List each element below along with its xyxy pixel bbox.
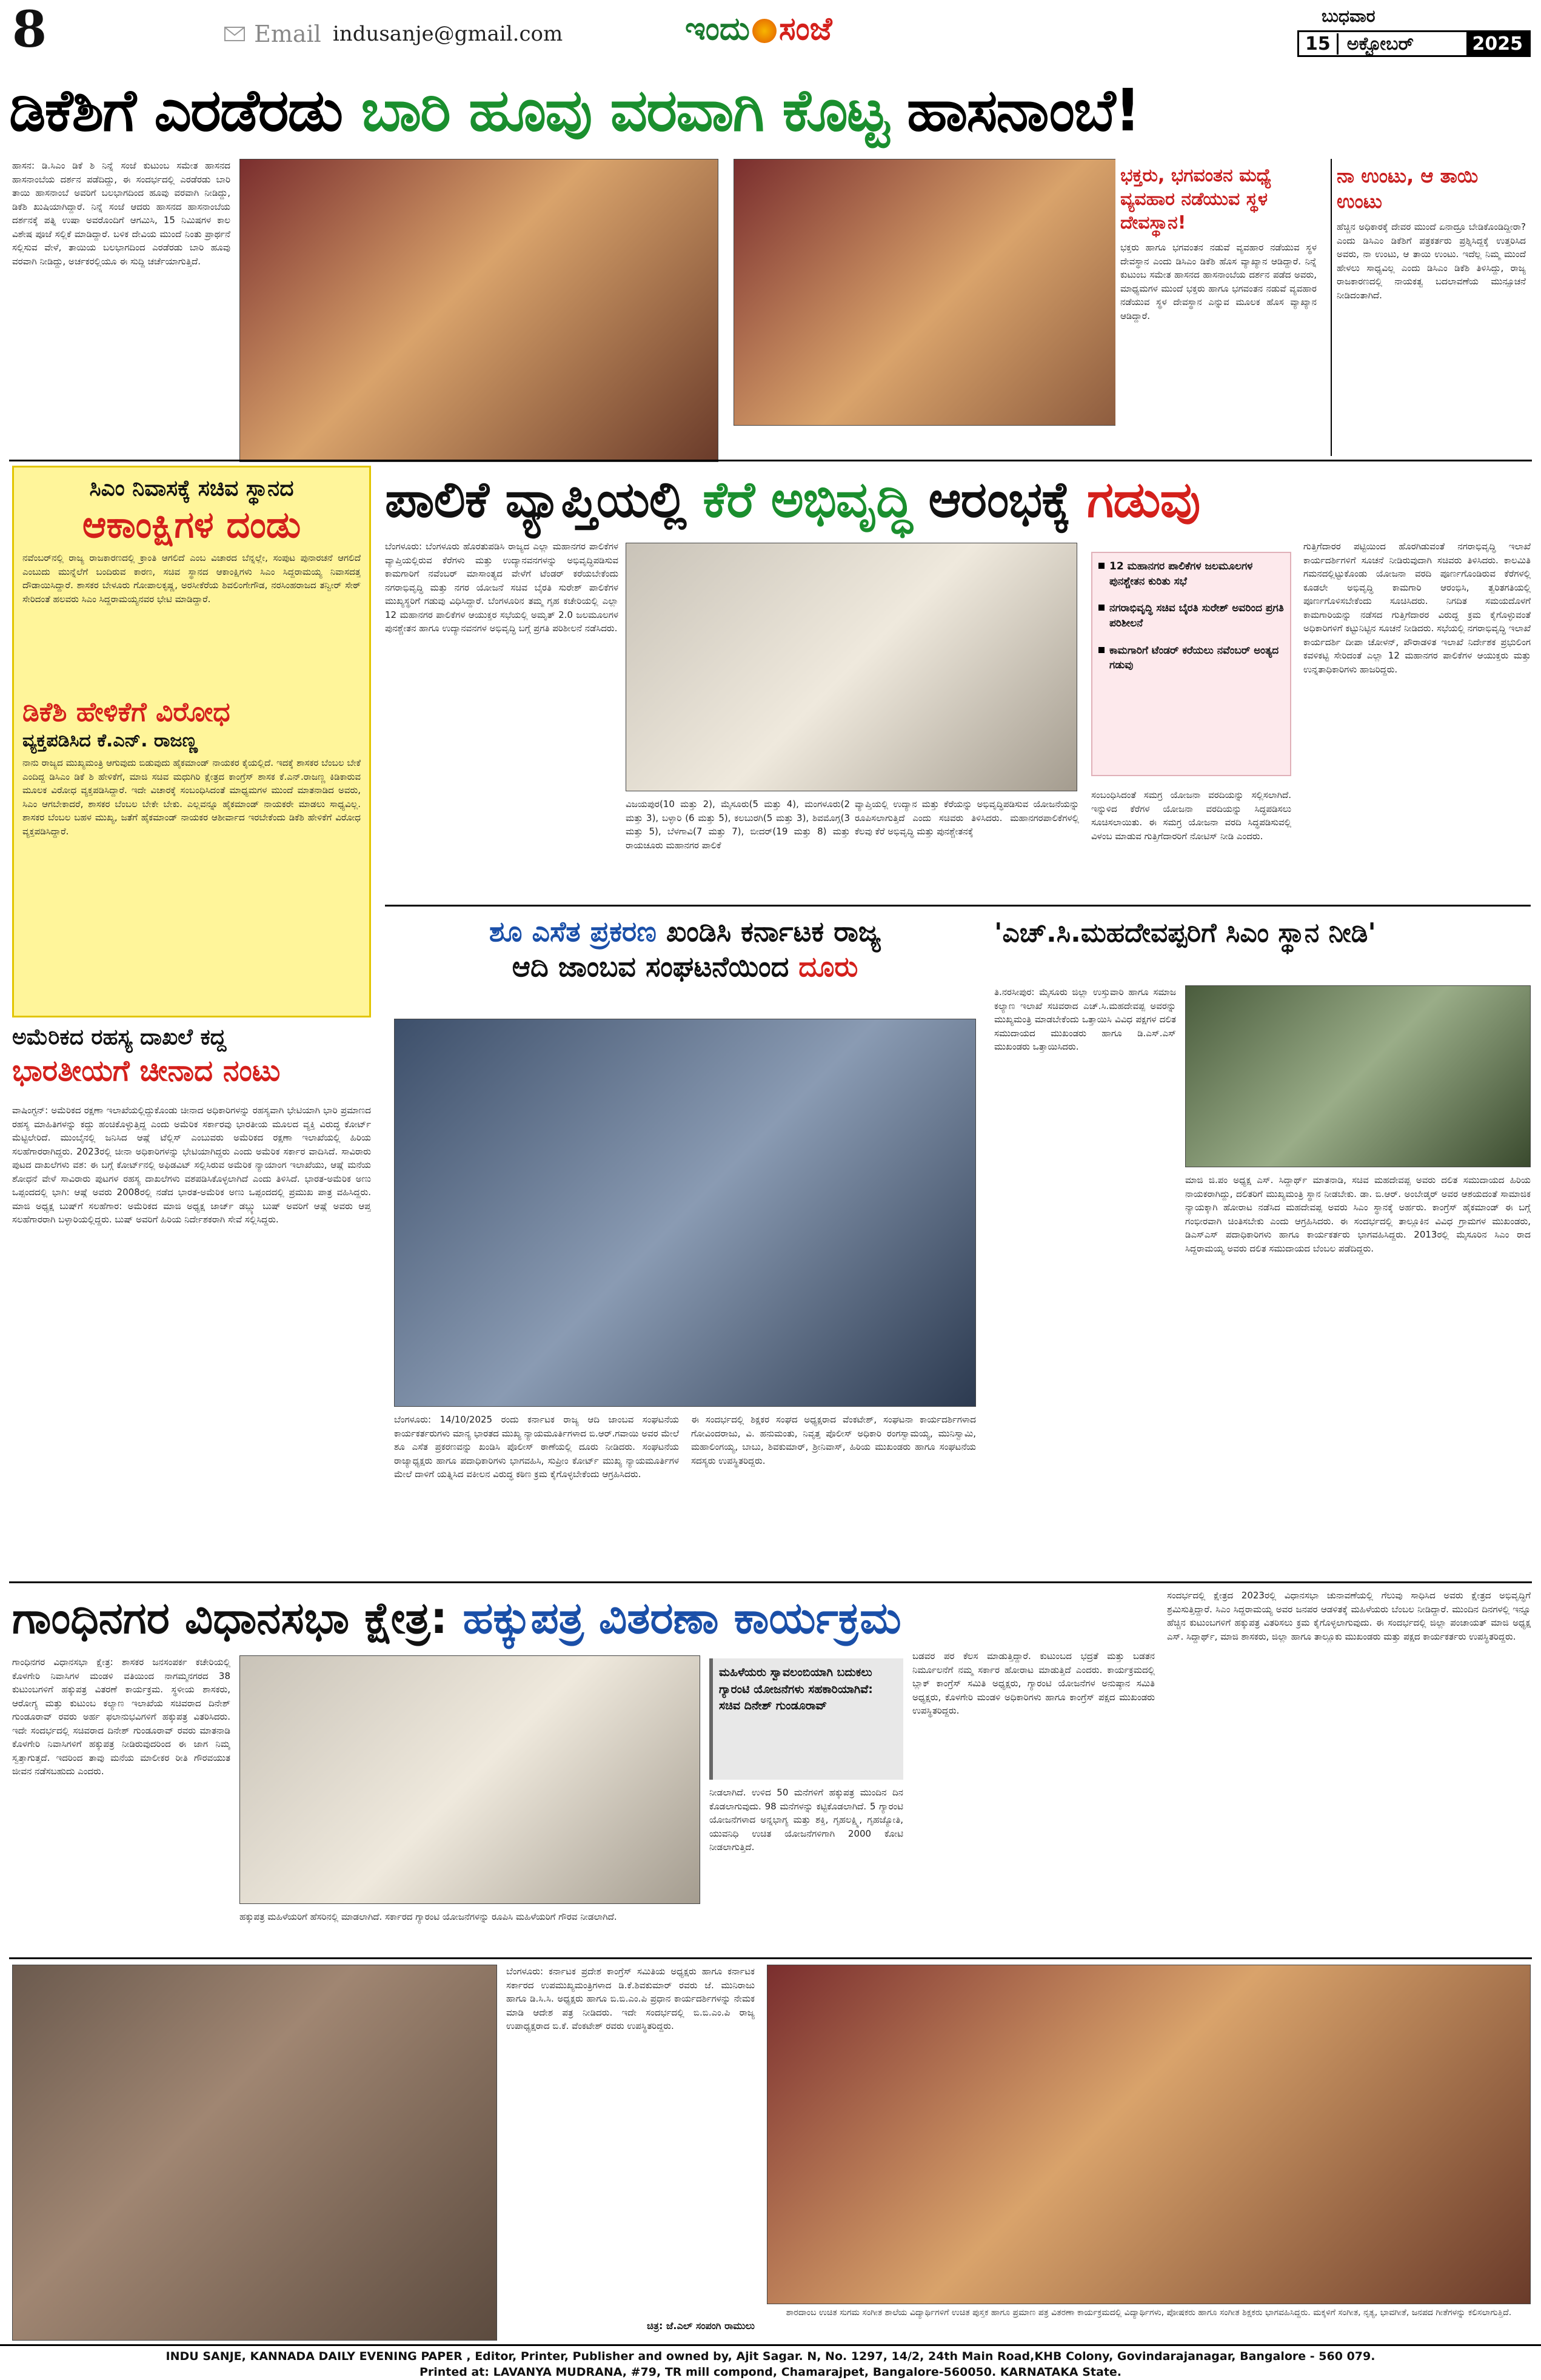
shoe-body1: ಬೆಂಗಳೂರು: 14/10/2025 ರಂದು ಕರ್ನಾಟಕ ರಾಜ್ಯ ಆದಿ ಜಾಂಬವ ಸಂಘಟನೆಯ ಕಾರ್ಯಕರ್ತರುಗಳು ಮಾನ್ಯ ಭಾರತದ ಮುಖ್ಯ ನ್ಯಾಯಮೂರ್ತಿಗಳಾದ ಬಿ.ಆರ್.ಗವಾಯಿ ಅವರ ಮೇಲೆ ಶೂ ಎಸೆತ ಪ್ರಕರಣವನ್ನು ಖಂಡಿಸಿ ಪೊಲೀಸ್ ಠಾಣೆಯಲ್ಲಿ ದೂರು ನೀಡಿದರು. ಸಂಘಟನೆಯ ರಾಜ್ಯಾಧ್ಯಕ್ಷರು ಹಾಗೂ ಪದಾಧಿಕಾರಿಗಳು ಭಾಗವಹಿಸಿ, ಸುಪ್ರೀಂ ಕೋರ್ಟ್ ಮುಖ್ಯ ನ್ಯಾಯಮೂರ್ತಿಗಳ ಮೇಲೆ ದಾಳಿಗೆ ಯತ್ನಿಸಿದ ವಕೀಲನ ವಿರುದ್ಧ ಕಠಿಣ ಕ್ರಮ ಕೈಗೊಳ್ಳಬೇಕೆಂದು ಆಗ್ರಹಿಸಿದರು. [394,1414,679,1480]
gandhi-body4: ಸಂದರ್ಭದಲ್ಲಿ ಕ್ಷೇತ್ರದ 2023ರಲ್ಲಿ ವಿಧಾನಸಭಾ ಚುನಾವಣೆಯಲ್ಲಿ ಗೆಲುವು ಸಾಧಿಸಿದ ಅವರು ಕ್ಷೇತ್ರದ ಅಭಿವೃದ್ಧಿಗೆ ಶ್ರಮಿಸುತ್ತಿದ್ದಾರೆ. ಸಿಎಂ ಸಿದ್ದರಾಮಯ್ಯ ಅವರ ಜನಪರ ಆಡಳಿತಕ್ಕೆ ಮಹಿಳೆಯರು ಬೆಂಬಲ ನೀಡಿದ್ದಾರೆ. ಮುಂದಿನ ದಿನಗಳಲ್ಲಿ ಇನ್ನೂ ಹೆಚ್ಚಿನ ಕುಟುಂಬಗಳಿಗೆ ಹಕ್ಕುಪತ್ರ ವಿತರಿಸಲು ಕ್ರಮ ಕೈಗೊಳ್ಳಲಾಗುವುದು. ಈ ಸಂದರ್ಭದಲ್ಲಿ ಜಿಲ್ಲಾ ಪಂಚಾಯತ್ ಮಾಜಿ ಅಧ್ಯಕ್ಷ ಎಸ್. ಸಿದ್ದಾರ್ಥ್, ಮಾಜಿ ಶಾಸಕರು, ಜಿಲ್ಲಾ ಹಾಗೂ ತಾಲ್ಲೂಕು ಮುಖಂಡರು ಮತ್ತು ಪಕ್ಷದ ಕಾರ್ಯಕರ್ತರು ಉಪಸ್ಥಿತರಿದ್ದರು. [1167,1590,1531,1642]
weekday: ಬುಧವಾರ [1322,6,1376,26]
divider-2 [385,905,1531,907]
palike-headline-b: ಕೆರೆ ಅಭಿವೃದ್ಧಿ [703,471,912,529]
hc-headline: 'ಎಚ್.ಸಿ.ಮಹದೇವಪ್ಪರಿಗೆ ಸಿಎಂ ಸ್ಥಾನ ನೀಡಿ' [994,917,1376,948]
shoe-body2: ಈ ಸಂದರ್ಭದಲ್ಲಿ ಶಿಕ್ಷಕರ ಸಂಘದ ಅಧ್ಯಕ್ಷರಾದ ವೆಂಕಟೇಶ್, ಸಂಘಟನಾ ಕಾರ್ಯದರ್ಶಿಗಳಾದ ಗೋವಿಂದರಾಜು, ವಿ. ಹನುಮಂತು, ನಿವೃತ್ತ ಪೊಲೀಸ್ ಅಧಿಕಾರಿ ರಂಗಸ್ವಾಮಯ್ಯ, ಮುನಿಸ್ವಾಮಿ, ಮಹಾಲಿಂಗಯ್ಯ, ಬಾಬು, ಶಿವಕುಮಾರ್, ಶ್ರೀನಿವಾಸ್, ಹಿರಿಯ ಮುಖಂಡರು ಹಾಗೂ ಸಂಘಟನೆಯ ಸದಸ್ಯರು ಉಪಸ್ಥಿತರಿದ್ದರು. [691,1414,976,1466]
lead-headline-b: ಬಾರಿ ಹೂವು ವರವಾಗಿ ಕೊಟ್ಟ [361,76,888,144]
shoe-headline-a: ಶೂ ಎಸೆತ ಪ್ರಕರಣ [489,915,657,948]
america-title1: ಅಮೆರಿಕದ ರಹಸ್ಯ ದಾಖಲೆ ಕದ್ದ [12,1025,227,1050]
palike-headline-d: ಗಡುವು [1086,471,1200,529]
bottom-credit: ಚಿತ್ರ: ಜೆ.ಎಲ್ ಸಂಪಂಗಿ ರಾಮುಲು [647,2320,755,2331]
gandhi-headline-a: ಗಾಂಧಿನಗರ ವಿಧಾನಸಭಾ ಕ್ಷೇತ್ರ: [12,1592,463,1643]
yellow-box [12,466,371,1017]
sun-icon [752,19,777,43]
bullet-item: ನಗರಾಭಿವೃದ್ಧಿ ಸಚಿವ ಬೈರತಿ ಸುರೇಶ್ ಅವರಿಂದ ಪ್ರಗತಿ ಪರಿಶೀಲನೆ [1098,601,1284,631]
palike-body2: ವಿಜಯಪುರ(10 ಮತ್ತು 2), ಮೈಸೂರು(5 ಮತ್ತು 4), ಮಂಗಳೂರು(2 ಮತ್ತು 3), ಬಳ್ಳಾರಿ (6 ಮತ್ತು 5), ಕಲಬುರಗಿ(5 ಮತ್ತು 3), ಶಿವಮೊಗ್ಗ(3 ಮತ್ತು 5), ಬೆಳಗಾವಿ(7 ಮತ್ತು 7), ಬೀದರ್(19 ಮತ್ತು 8) ಮತ್ತು ರಾಯಚೂರು ಮಹಾನಗರ ಪಾಲಿಕೆ [626,799,850,851]
shoe-headline-c: ಆದಿ ಜಾಂಬವ ಸಂಘಟನೆಯಿಂದ [512,950,799,983]
lead-box2 [1331,159,1531,456]
date-line [1297,30,1531,57]
yellow-sub2: ವ್ಯಕ್ತಪಡಿಸಿದ ಕೆ.ಎನ್. ರಾಜಣ್ಣ [22,730,198,751]
footer [0,2344,1541,2380]
hc-body1: ತಿ.ನರಸೀಪುರ: ಮೈಸೂರು ಜಿಲ್ಲಾ ಉಸ್ತುವಾರಿ ಹಾಗೂ ಸಮಾಜ ಕಲ್ಯಾಣ ಇಲಾಖೆ ಸಚಿವರಾದ ಎಚ್.ಸಿ.ಮಹದೇವಪ್ಪ ಅವರನ್ನು ಮುಖ್ಯಮಂತ್ರಿ ಮಾಡಬೇಕೆಂದು ಒತ್ತಾಯಿಸಿ ವಿವಿಧ ಪಕ್ಷಗಳ ದಲಿತ ಸಮುದಾಯದ ಮುಖಂಡರು ಹಾಗೂ ಡಿ.ಎಸ್.ಎಸ್ ಮುಖಂಡರು ಒತ್ತಾಯಿಸಿದರು. [994,987,1176,1052]
palike-body5: ಗುತ್ತಿಗೆದಾರರ ಪಟ್ಟಿಯಿಂದ ಹೊರಗಿಡುವಂತೆ ನಗರಾಭಿವೃದ್ಧಿ ಇಲಾಖೆ ಕಾರ್ಯದರ್ಶಿಗಳಿಗೆ ಸೂಚನೆ ನೀಡಿರುವುದಾಗಿ ಸಚಿವರು ತಿಳಿಸಿದರು. ಕಾಲಮಿತಿ ಗಮನದಲ್ಲಿಟ್ಟುಕೊಂಡು ಯೋಜನಾ ವರದಿ ಪೂರ್ಣಗೊಂಡಿರುವ ಕೆರೆಗಳಲ್ಲಿ ಕೂಡಲೇ ಅಭಿವೃದ್ಧಿ ಕಾಮಗಾರಿ ಆರಂಭಿಸಿ, ತ್ವರಿತಗತಿಯಲ್ಲಿ ಪೂರ್ಣಗೊಳಿಸಬೇಕೆಂದು ಸೂಚಿಸಿದರು. ನಿಗದಿತ ಸಮಯದೊಳಗೆ ಕಾಮಗಾರಿಯನ್ನು ನಡೆಸದ ಗುತ್ತಿಗೆದಾರರ ವಿರುದ್ಧ ಕ್ರಮ ಕೈಗೊಳ್ಳುವಂತೆ ಅಧಿಕಾರಿಗಳಿಗೆ ಕಟ್ಟುನಿಟ್ಟಿನ ಸೂಚನೆ ನೀಡಿದರು. ಸಭೆಯಲ್ಲಿ ನಗರಾಭಿವೃದ್ಧಿ ಇಲಾಖೆ ಕಾರ್ಯದರ್ಶಿ ದೀಪಾ ಚೋಳನ್, ಪೌರಾಡಳಿತ ಇಲಾಖೆ ನಿರ್ದೇಶಕ ಪ್ರಭುಲಿಂಗ ಕವಳಿಕಟ್ಟಿ ಸೇರಿದಂತೆ ಎಲ್ಲಾ 12 ಮಹಾನಗರ ಪಾಲಿಕೆಗಳ ಆಯುಕ್ತರು ಮತ್ತು ಉನ್ನತಾಧಿಕಾರಿಗಳು ಹಾಜರಿದ್ದರು. [1303,541,1531,675]
footer-line1: INDU SANJE, KANNADA DAILY EVENING PAPER , Editor, Printer, Publisher and owned by, Ajit Sagar. N, No. 1297, 14/2, 24th Main Road,KHB Colony, Govindarajanagar, Bangalore - 560 079. [165,2350,1376,2363]
bottom-body: ಬೆಂಗಳೂರು: ಕರ್ನಾಟಕ ಪ್ರದೇಶ ಕಾಂಗ್ರೆಸ್ ಸಮಿತಿಯ ಅಧ್ಯಕ್ಷರು ಹಾಗೂ ಕರ್ನಾಟಕ ಸರ್ಕಾರದ ಉಪಮುಖ್ಯಮಂತ್ರಿಗಳಾದ ಡಿ.ಕೆ.ಶಿವಕುಮಾರ್ ರವರು ಜೆ. ಮುನಿರಾಜು ಹಾಗೂ ಡಿ.ಸಿ.ಸಿ. ಅಧ್ಯಕ್ಷರು ಹಾಗೂ ಬಿ.ಬಿ.ಎಂ.ಪಿ ಪ್ರಧಾನ ಕಾರ್ಯದರ್ಶಿಗಳನ್ನು ನೇಮಕ ಮಾಡಿ ಆದೇಶ ಪತ್ರ ನೀಡಿದರು. ಇದೇ ಸಂದರ್ಭದಲ್ಲಿ ಬಿ.ಬಿ.ಎಂ.ಪಿ ರಾಜ್ಯ ಉಪಾಧ್ಯಕ್ಷರಾದ ಬಿ.ಕೆ. ವೆಂಕಟೇಶ್ ರವರು ಉಪಸ್ಥಿತರಿದ್ದರು. [506,1966,755,2031]
yellow-sub1: ಡಿಕೆಶಿ ಹೇಳಿಕೆಗೆ ವಿರೋಧ [22,697,230,728]
bullet-square-icon [1098,563,1105,569]
palike-body4: ಸಂಬಂಧಿಸಿದಂತೆ ಸಮಗ್ರ ಯೋಜನಾ ವರದಿಯನ್ನು ಸಲ್ಲಿಸಲಾಗಿದೆ. ಇನ್ನುಳಿದ ಕೆರೆಗಳ ಯೋಜನಾ ವರದಿಯನ್ನು ಸಿದ್ಧಪಡಿಸಲು ಸೂಚಿಸಲಾಯಿತು. ಈ ಸಮಗ್ರ ಯೋಜನಾ ವರದಿ ಸಿದ್ಧಪಡಿಸುವಲ್ಲಿ ವಿಳಂಬ ಮಾಡುವ ಗುತ್ತಿಗೆದಾರರಿಗೆ ನೋಟಿಸ್ ನೀಡಿ ಎಂದರು. [1091,789,1291,842]
divider-4 [9,1957,1532,1959]
hc-body2: ಮಾಜಿ ಜಿ.ಪಂ ಅಧ್ಯಕ್ಷ ಎಸ್. ಸಿದ್ದಾರ್ಥ್ ಮಾತನಾಡಿ, ಸಚಿವ ಮಹದೇವಪ್ಪ ಅವರು ದಲಿತ ಸಮುದಾಯದ ಹಿರಿಯ ನಾಯಕರಾಗಿದ್ದು, ದಲಿತರಿಗೆ ಮುಖ್ಯಮಂತ್ರಿ ಸ್ಥಾನ ನೀಡಬೇಕು. ಡಾ. ಬಿ.ಆರ್. ಅಂಬೇಡ್ಕರ್ ಅವರ ಆಶಯದಂತೆ ಸಾಮಾಜಿಕ ನ್ಯಾಯಕ್ಕಾಗಿ ಹೋರಾಟ ನಡೆಸಿದ ಮಹದೇವಪ್ಪ ಅವರು ಸಿಎಂ ಸ್ಥಾನಕ್ಕೆ ಅರ್ಹರು. ಕಾಂಗ್ರೆಸ್ ಹೈಕಮಾಂಡ್ ಈ ಬಗ್ಗೆ ಗಂಭೀರವಾಗಿ ಚಿಂತಿಸಬೇಕು ಎಂದು ಆಗ್ರಹಿಸಿದರು. ಈ ಸಂದರ್ಭದಲ್ಲಿ ತಾಲ್ಲೂಕಿನ ವಿವಿಧ ಗ್ರಾಮಗಳ ಮುಖಂಡರು, ಡಿಎಸ್‌ಎಸ್ ಪದಾಧಿಕಾರಿಗಳು ಹಾಗೂ ಕಾರ್ಯಕರ್ತರು ಭಾಗವಹಿಸಿದ್ದರು. 2013ರಲ್ಲಿ ಮೈಸೂರಿನ ಸಿಎಂ ರಾದ ಸಿದ್ದರಾಮಯ್ಯ ಅವರು ದಲಿತ ಸಮುದಾಯದ ಬೆಂಬಲ ಪಡೆದಿದ್ದರು. [1185,1175,1531,1254]
bottom-caption: ಶಾರದಾಂಬ ಉಚಿತ ಸುಗಮ ಸಂಗೀತ ಶಾಲೆಯ ವಿದ್ಯಾರ್ಥಿಗಳಿಗೆ ಉಚಿತ ಪುಸ್ತಕ ಹಾಗೂ ಪ್ರಮಾಣ ಪತ್ರ ವಿತರಣಾ ಕಾರ್ಯಕ್ರಮದಲ್ಲಿ ವಿದ್ಯಾರ್ಥಿಗಳು, ಪೋಷಕರು ಹಾಗೂ ಸಂಗೀತ ಶಿಕ್ಷಕರು ಭಾಗವಹಿಸಿದ್ದರು. ಮಕ್ಕಳಿಗೆ ಸಂಗೀತ, ನೃತ್ಯ, ಭಾವಗೀತೆ, ಜನಪದ ಗೀತೆಗಳನ್ನು ಕಲಿಸಲಾಗುತ್ತಿದೆ. [786,2308,1512,2318]
gandhi-body1: ಗಾಂಧಿನಗರ ವಿಧಾನಸಭಾ ಕ್ಷೇತ್ರ: ಶಾಸಕರ ಜನಸಂಪರ್ಕ ಕಚೇರಿಯಲ್ಲಿ ಕೊಳಗೇರಿ ನಿವಾಸಿಗಳ ಮಂಡಳಿ ವತಿಯಿಂದ ನಾಗಮ್ಮನಗರದ 38 ಕುಟುಂಬಗಳಿಗೆ ಹಕ್ಕುಪತ್ರ ವಿತರಣೆ ಕಾರ್ಯಕ್ರಮ. ಸ್ಥಳೀಯ ಶಾಸಕರು, ಆರೋಗ್ಯ ಮತ್ತು ಕುಟುಂಬ ಕಲ್ಯಾಣ ಇಲಾಖೆಯ ಸಚಿವರಾದ ದಿನೇಶ್ ಗುಂಡೂರಾವ್ ರವರು ಅರ್ಹ ಫಲಾನುಭವಿಗಳಿಗೆ ಹಕ್ಕುಪತ್ರ ವಿತರಿಸಿದರು. ಇದೇ ಸಂದರ್ಭದಲ್ಲಿ ಸಚಿವರಾದ ದಿನೇಶ್ ಗುಂಡೂರಾವ್ ರವರು ಮಾತನಾಡಿ ಕೊಳಗೇರಿ ನಿವಾಸಿಗಳಿಗೆ ಹಕ್ಕುಪತ್ರ ನೀಡಿರುವುದರಿಂದ ಈ ಜಾಗ ನಿಮ್ಮ ಸ್ವತ್ತಾಗುತ್ತದೆ. ಇದರಿಂದ ತಾವು ಮನೆಯ ಮಾಲೀಕರ ರೀತಿ ಗೌರವಯುತ ಜೀವನ ನಡೆಸಬಹುದು ಎಂದರು. [12,1657,230,1777]
lead-box2-title: ನಾ ಉಂಟು, ಆ ತಾಯಿ ಉಂಟು [1337,164,1479,213]
lead-box1-title: ಭಕ್ತರು, ಭಗವಂತನ ಮಧ್ಯೆ ವ್ಯವಹಾರ ನಡೆಯುವ ಸ್ಥಳ ದೇವಸ್ಥಾನ! [1120,165,1272,233]
palike-body1: ಬೆಂಗಳೂರು: ಬೆಂಗಳೂರು ಹೊರತುಪಡಿಸಿ ರಾಜ್ಯದ ಎಲ್ಲಾ ಮಹಾನಗರ ಪಾಲಿಕೆಗಳ ವ್ಯಾಪ್ತಿಯಲ್ಲಿರುವ ಕೆರೆಗಳು ಮತ್ತು ಉದ್ಯಾನವನಗಳನ್ನು ಅಭಿವೃದ್ಧಿಪಡಿಸುವ ಕಾಮಗಾರಿಗೆ ನವೆಂಬರ್ ಮಾಸಾಂತ್ಯದ ವೇಳೆಗೆ ಟೆಂಡರ್ ಕರೆಯಬೇಕೆಂದು ನಗರಾಭಿವೃದ್ಧಿ ಮತ್ತು ನಗರ ಯೋಜನೆ ಸಚಿವ ಬೈರತಿ ಸುರೇಶ್ ಪಾಲಿಕೆಗಳ ಮುಖ್ಯಸ್ಥರಿಗೆ ಗಡುವು ವಿಧಿಸಿದ್ದಾರೆ. ಬೆಂಗಳೂರಿನ ತಮ್ಮ ಗೃಹ ಕಚೇರಿಯಲ್ಲಿ ಎಲ್ಲಾ 12 ಮಹಾನಗರ ಪಾಲಿಕೆಗಳ ಆಯುಕ್ತರ ಸಭೆಯಲ್ಲಿ ಅಮೃತ್ 2.0 ಜಲಮೂಲಗಳ ಪುನಶ್ಚೇತನ ಹಾಗೂ ಉದ್ಯಾನವನಗಳ ಅಭಿವೃದ್ಧಿ ಬಗ್ಗೆ ಪ್ರಗತಿ ಪರಿಶೀಲನೆ ನಡೆಸಿದರು. [385,541,618,634]
logo-left: ಇಂದು [685,11,750,47]
gandhi-quote-text: ಮಹಿಳೆಯರು ಸ್ವಾವಲಂಬಿಯಾಗಿ ಬದುಕಲು ಗ್ಯಾರಂಟಿ ಯೋಜನೆಗಳು ಸಹಕಾರಿಯಾಗಿವೆ: ಸಚಿವ ದಿನೇಶ್ ಗುಂಡೂರಾವ್ [719,1666,873,1713]
palike-body3: ವ್ಯಾಪ್ತಿಯಲ್ಲಿ ಉದ್ಯಾನ ಮತ್ತು ಕೆರೆಯನ್ನು ಅಭಿವೃದ್ಧಿಪಡಿಸುವ ಯೋಜನೆಯನ್ನು ರೂಪಿಸಲಾಗುತ್ತಿದೆ ಎಂದು ಸಚಿವರು ತಿಳಿಸಿದರು. ಮಹಾನಗರಪಾಲಿಕೆಗಳಲ್ಲಿ ಕೆಲವು ಕೆರೆ ಅಭಿವೃದ್ಧಿ ಮತ್ತು ಪುನಶ್ಚೇತನಕ್ಕೆ [855,799,1079,837]
bottom-photo-left [12,1965,497,2341]
shoe-headline [388,914,982,984]
lead-box2-body: ಹೆಚ್ಚಿನ ಅಧಿಕಾರಕ್ಕೆ ದೇವರ ಮುಂದೆ ಏನಾದ್ರೂ ಬೇಡಿಕೊಂಡಿದ್ದೀರಾ? ಎಂದು ಡಿಸಿಎಂ ಡಿಕೆಶಿಗೆ ಪತ್ರಕರ್ತರು ಪ್ರಶ್ನಿಸಿದ್ದಕ್ಕೆ ಉತ್ತರಿಸಿದ ಅವರು, ನಾ ಉಂಟು, ಆ ತಾಯಿ ಉಂಟು. ಇದೆಲ್ಲ ನಿಮ್ಮ ಮುಂದೆ ಹೇಳಲು ಸಾಧ್ಯವಿಲ್ಲ ಎಂದು ಡಿಸಿಎಂ ಡಿಕೆಶಿ ತಿಳಿಸಿದ್ದು, ರಾಜ್ಯ ರಾಜಕಾರಣದಲ್ಲಿ ನಾಯಕತ್ವ ಬದಲಾವಣೆಯ ಮುನ್ಸೂಚನೆ ನೀಡಿದಂತಾಗಿದೆ. [1337,221,1526,301]
gandhi-caption: ಹಕ್ಕುಪತ್ರ ಮಹಿಳೆಯರಿಗೆ ಹೆಸರಿನಲ್ಲಿ ಮಾಡಲಾಗಿದೆ. ಸರ್ಕಾರದ ಗ್ಯಾರಂಟಿ ಯೋಜನೆಗಳನ್ನು ರೂಪಿಸಿ ಮಹಿಳೆಯರಿಗೆ ಗೌರವ ನೀಡಲಾಗಿದೆ. [239,1911,617,1922]
bullet-square-icon [1098,605,1105,611]
gandhi-body3: ಬಡವರ ಪರ ಕೆಲಸ ಮಾಡುತ್ತಿದ್ದಾರೆ. ಕುಟುಂಬದ ಭದ್ರತೆ ಮತ್ತು ಬಡತನ ನಿರ್ಮೂಲನೆಗೆ ನಮ್ಮ ಸರ್ಕಾರ ಹೋರಾಟ ಮಾಡುತ್ತಿದೆ ಎಂದರು. ಕಾರ್ಯಕ್ರಮದಲ್ಲಿ ಬ್ಲಾಕ್ ಕಾಂಗ್ರೆಸ್ ಸಮಿತಿ ಅಧ್ಯಕ್ಷರು, ಗ್ಯಾರಂಟಿ ಯೋಜನೆಗಳ ಅನುಷ್ಠಾನ ಸಮಿತಿ ಅಧ್ಯಕ್ಷರು, ಕೊಳಗೇರಿ ಮಂಡಳಿ ಅಧಿಕಾರಿಗಳು ಹಾಗೂ ಕಾಂಗ್ರೆಸ್ ಪಕ್ಷದ ಮುಖಂಡರು ಉಪಸ್ಥಿತರಿದ್ದರು. [912,1651,1155,1716]
lead-headline-c: ಹಾಸನಾಂಬೆ! [887,76,1140,144]
gandhi-quote [709,1658,903,1780]
shoe-headline-d: ದೂರು [798,950,858,983]
date-day: 15 [1299,33,1339,55]
bullet-square-icon [1098,647,1105,653]
date-year: 2025 [1466,32,1529,55]
page-number: 8 [12,1,47,59]
lead-body: ಹಾಸನ: ಡಿ.ಸಿಎಂ ಡಿಕೆ ಶಿ ನಿನ್ನೆ ಸಂಜೆ ಕುಟುಂಬ ಸಮೇತ ಹಾಸನದ ಹಾಸನಾಂಬೆಯ ದರ್ಶನ ಪಡೆದಿದ್ದು, ಈ ಸಂದರ್ಭದಲ್ಲಿ ಎರಡೆರಡು ಬಾರಿ ತಾಯಿ ಹಾಸನಾಂಬೆ ಅವರಿಗೆ ಬಲಭಾಗದಿಂದ ಹೂವು ವರವಾಗಿ ನೀಡಿದ್ದು, ಡಿಕೆಶಿ ಖುಷಿಯಾಗಿದ್ದಾರೆ. ನಿನ್ನೆ ಸಂಜೆ ಆದರು ಹಾಸನದ ಹಾಸನಾಂಬೆಯ ದರ್ಶನಕ್ಕೆ ಪತ್ನಿ ಉಷಾ ಅವರೊಂದಿಗೆ ಆಗಮಿಸಿ, 15 ನಿಮಿಷಗಳ ಕಾಲ ವಿಶೇಷ ಪೂಜೆ ಸಲ್ಲಿಕೆ ಮಾಡಿದ್ದಾರೆ. ಬಳಿಕ ದೇವಿಯ ಮುಂದೆ ನಿಂತು ಪ್ರಾರ್ಥನೆ ಸಲ್ಲಿಸುವ ವೇಳೆ, ತಾಯಿಯ ಬಲಭಾಗದಿಂದ ಎರಡೆರಡು ಬಾರಿ ಹೂವು ವರವಾಗಿ ನೀಡಿದ್ದು, ಅರ್ಚಕರಲ್ಲಿಯೂ ಈ ಸುದ್ದಿ ಚರ್ಚೆಯಾಗುತ್ತಿದೆ. [12,160,230,267]
gandhi-headline [12,1589,1164,1647]
gandhi-body2: ನೀಡಲಾಗಿದೆ. ಉಳಿದ 50 ಮನೆಗಳಿಗೆ ಹಕ್ಕುಪತ್ರ ಮುಂದಿನ ದಿನ ಕೊಡಲಾಗುವುದು. 98 ಮನೆಗಳನ್ನು ಕಟ್ಟಿಕೊಡಲಾಗಿದೆ. 5 ಗ್ಯಾರಂಟಿ ಯೋಜನೆಗಳಾದ ಅನ್ನಭಾಗ್ಯ ಮತ್ತು ಶಕ್ತಿ, ಗೃಹಲಕ್ಷ್ಮಿ, ಗೃಹಜ್ಯೋತಿ, ಯುವನಿಧಿ ಉಚಿತ ಯೋಜನೆಗಳಿಗಾಗಿ 2000 ಕೋಟಿ ನೀಡಲಾಗುತ್ತಿದೆ. [709,1787,903,1852]
lead-photo-left [239,159,718,462]
america-body: ವಾಷಿಂಗ್ಟನ್: ಅಮೆರಿಕದ ರಕ್ಷಣಾ ಇಲಾಖೆಯಲ್ಲಿದ್ದುಕೊಂಡು ಚೀನಾದ ಅಧಿಕಾರಿಗಳನ್ನು ರಹಸ್ಯವಾಗಿ ಭೇಟಿಯಾಗಿ ಭಾರಿ ಪ್ರಮಾಣದ ರಹಸ್ಯ ಮಾಹಿತಿಗಳನ್ನು ಕದ್ದು ಹಂಚಿಕೊಳ್ಳುತ್ತಿದ್ದ ಎಂದು ಅಮೆರಿಕ ಸರ್ಕಾರವು ಭಾರತೀಯ ಮೂಲದ ವ್ಯಕ್ತಿ ವಿರುದ್ಧ ಕೋರ್ಟ್ ಮೆಟ್ಟಿಲೇರಿದೆ. ಮುಂಬೈನಲ್ಲಿ ಜನಿಸಿದ ಆಷ್ಲೆ ಟೆಲ್ಲಿಸ್ ಎಂಬುವರು ಅಮೆರಿಕದ ರಕ್ಷಣಾ ಇಲಾಖೆಯಲ್ಲಿ ಹಿರಿಯ ಸಲಹೆಗಾರರಾಗಿದ್ದರು. 2023ರಲ್ಲಿ ಚೀನಾ ಅಧಿಕಾರಿಗಳನ್ನು ಭೇಟಿಯಾಗಿದ್ದರು ಎಂದು ಅಮೆರಿಕ ಸರ್ಕಾರ ವಾದಿಸಿದೆ. ಸಾವಿರಾರು ಪುಟದ ದಾಖಲೆಗಳು ವಶ: ಈ ಬಗ್ಗೆ ಕೋರ್ಟ್‌ನಲ್ಲಿ ಅಫಿಡವಿಟ್ ಸಲ್ಲಿಸಿರುವ ಅಮೆರಿಕ ನ್ಯಾಯಾಂಗ ಇಲಾಖೆಯು, ಆಷ್ಲೆ ಮನೆಯ ಶೋಧನೆ ವೇಳೆ ಸಾವಿರಾರು ಪುಟಗಳ ರಹಸ್ಯ ದಾಖಲೆಗಳು ವಶಪಡಿಸಿಕೊಳ್ಳಲಾಗಿದೆ ಎಂದು ತಿಳಿಸಿದೆ. ಭಾರತ-ಅಮೆರಿಕ ಅಣು ಒಪ್ಪಂದದಲ್ಲಿ ಭಾಗಿ: ಆಷ್ಲೆ ಅವರು 2008ರಲ್ಲಿ ನಡೆದ ಭಾರತ-ಅಮೆರಿಕ ಅಣು ಒಪ್ಪಂದದಲ್ಲಿ ಪ್ರಮುಖ ಪಾತ್ರ ವಹಿಸಿದ್ದರು. ಮಾಜಿ ಅಧ್ಯಕ್ಷ ಬುಷ್‌ಗೆ ಸಲಹೆಗಾರ: ಅಮೆರಿಕದ ಮಾಜಿ ಅಧ್ಯಕ್ಷ ಜಾರ್ಜ್ ಡಬ್ಲ್ಯು ಬುಷ್ ಅವರಿಗೆ ಆಷ್ಲೆ ಅವರು ಆಪ್ತ ಸಲಹೆಗಾರರಾಗಿ ಬಳ್ಳಾರಿಯಲ್ಲಿದ್ದರು. ಬುಷ್ ಅವರಿಗೆ ಹಿರಿಯ ನಿರ್ದೇಶಕರಾಗಿ ಸೇವೆ ಸಲ್ಲಿಸಿದ್ದರು. [12,1105,371,1225]
america-title2: ಭಾರತೀಯಗೆ ಚೀನಾದ ನಂಟು [12,1054,281,1088]
palike-bullets [1091,552,1291,776]
date-month: ಅಕ್ಟೋಬರ್ [1346,33,1414,55]
palike-photo [626,543,1077,791]
date-block [1297,6,1531,57]
hc-photo [1185,985,1531,1167]
email-address[interactable]: indusanje@gmail.com [332,22,563,46]
divider-3 [9,1581,1532,1583]
shoe-headline-b: ಖಂಡಿಸಿ ಕರ್ನಾಟಕ ರಾಜ್ಯ [656,915,881,948]
envelope-icon [224,27,245,41]
paper-logo [685,11,832,48]
yellow-title1: ಸಿಎಂ ನಿವಾಸಕ್ಕೆ ಸಚಿವ ಸ್ಥಾನದ [89,476,294,501]
lead-headline-a: ಡಿಕೆಶಿಗೆ ಎರಡೆರಡು [9,76,361,144]
lead-box1-body: ಭಕ್ತರು ಹಾಗೂ ಭಗವಂತನ ನಡುವೆ ವ್ಯವಹಾರ ನಡೆಯುವ ಸ್ಥಳ ದೇವಸ್ಥಾನ ಎಂದು ಡಿಸಿಎಂ ಡಿಕೆಶಿ ಹೊಸ ವ್ಯಾಖ್ಯಾನ ಆಡಿದ್ದಾರೆ. ನಿನ್ನೆ ಕುಟುಂಬ ಸಮೇತ ಹಾಸನದ ಹಾಸನಾಂಬೆಯ ದರ್ಶನ ಪಡೆದ ಅವರು, ಮಾಧ್ಯಮಗಳ ಮುಂದೆ ಭಕ್ತರು ಹಾಗೂ ಭಗವಂತನ ನಡುವೆ ವ್ಯವಹಾರ ನಡೆಯುವ ಸ್ಥಳ ದೇವಸ್ಥಾನ ಎನ್ನುವ ಮೂಲಕ ಹೊಸ ವ್ಯಾಖ್ಯಾನ ಆಡಿದ್ದಾರೆ. [1120,242,1317,321]
bottom-photo-right [767,1965,1531,2304]
lead-headline [9,72,1532,149]
yellow-body1: ನವೆಂಬರ್‌ನಲ್ಲಿ ರಾಜ್ಯ ರಾಜಕಾರಣದಲ್ಲಿ ಕ್ರಾಂತಿ ಆಗಲಿದೆ ಎಂಬ ವಿಚಾರದ ಬೆನ್ನಲ್ಲೇ, ಸಂಪುಟ ಪುನಾರಚನೆ ಆಗಲಿದೆ ಎಂಬುದು ಮುನ್ನೆಲೆಗೆ ಬಂದಿರುವ ಕಾರಣ, ಸಚಿವ ಸ್ಥಾನದ ಆಕಾಂಕ್ಷಿಗಳು ಸಿಎಂ ಸಿದ್ದರಾಮಯ್ಯ ನಿವಾಸದತ್ತ ದೌಡಾಯಿಸಿದ್ದಾರೆ. ಶಾಸಕರ ಬೇಳೂರು ಗೋಪಾಲಕೃಷ್ಣ, ಅರಸೀಕೆರೆಯ ಶಿವಲಿಂಗೇಗೌಡ, ನರಸಿಂಹರಾಜದ ತನ್ವೀರ್ ಸೇಠ್ ಸೇರಿದಂತೆ ಹಲವರು ಸಿಎಂ ಸಿದ್ದರಾಮಯ್ಯನವರ ಭೇಟಿ ಮಾಡಿದ್ದಾರೆ. [22,552,361,605]
yellow-body2: ನಾನು ರಾಜ್ಯದ ಮುಖ್ಯಮಂತ್ರಿ ಆಗುವುದು ಬಿಡುವುದು ಹೈಕಮಾಂಡ್ ನಾಯಕರ ಕೈಯಲ್ಲಿದೆ. ಇದಕ್ಕೆ ಶಾಸಕರ ಬೆಂಬಲ ಬೇಕೆ ಎಂದಿದ್ದ ಡಿಸಿಎಂ ಡಿಕೆ ಶಿ ಹೇಳಿಕೆಗೆ, ಮಾಜಿ ಸಚಿವ ಮಧುಗಿರಿ ಕ್ಷೇತ್ರದ ಕಾಂಗ್ರೆಸ್ ಶಾಸಕ ಕೆ.ಎನ್.ರಾಜಣ್ಣ ಕಿಡಿಕಾರುವ ಮೂಲಕ ವಿರೋಧ ವ್ಯಕ್ತಪಡಿಸಿದ್ದಾರೆ. ಇದೇ ವಿಚಾರಕ್ಕೆ ಸಂಬಂಧಿಸಿದಂತೆ ಮಾಧ್ಯಮಗಳ ಮುಂದೆ ಮಾತನಾಡಿದ ಅವರು, ಸಿಎಂ ಆಗಬೇಕಾದರೆ, ಶಾಸಕರ ಬೆಂಬಲ ಬೇಕೇ ಬೇಕು. ಎಲ್ಲವನ್ನೂ ಹೈಕಮಾಂಡ್ ನಾಯಕರೇ ಮಾಡಲು ಸಾಧ್ಯವಿಲ್ಲ. ಶಾಸಕರ ಬೆಂಬಲ ಬಹಳ ಮುಖ್ಯ, ಜತೆಗೆ ಹೈಕಮಾಂಡ್ ನಾಯಕರ ಆಶೀರ್ವಾದ ಇರಬೇಕೆಂದು ಡಿಕೆಶಿ ಹೇಳಿಕೆಗೆ ವಿರೋಧ ವ್ಯಕ್ತಪಡಿಸಿದ್ದಾರೆ. [22,757,361,837]
palike-headline [385,467,1531,534]
shoe-photo [394,1019,976,1407]
gandhi-headline-b: ಹಕ್ಕುಪತ್ರ ವಿತರಣಾ ಕಾರ್ಯಕ್ರಮ [463,1592,901,1643]
gandhi-photo [239,1655,700,1904]
palike-headline-c: ಆರಂಭಕ್ಕೆ [911,471,1087,529]
palike-headline-a: ಪಾಲಿಕೆ ವ್ಯಾಪ್ತಿಯಲ್ಲಿ [385,471,703,529]
divider-1 [9,460,1532,461]
america-title [12,1025,371,1088]
email-block [224,21,563,47]
bullet-item: ಕಾಮಗಾರಿಗೆ ಟೆಂಡರ್ ಕರೆಯಲು ನವೆಂಬರ್ ಅಂತ್ಯದ ಗಡುವು [1098,643,1284,673]
email-label: Email [254,21,321,47]
footer-line2: Printed at: LAVANYA MUDRANA, #79, TR mill compond, Chamarajpet, Bangalore-560050. KARNATAKA State. [419,2365,1122,2379]
logo-right: ಸಂಜೆ [778,11,832,47]
yellow-title2: ಆಕಾಂಕ್ಷಿಗಳ ದಂಡು [82,504,301,546]
masthead [0,0,1541,61]
lead-box1 [1115,159,1322,450]
bullet-item: 12 ಮಹಾನಗರ ಪಾಲಿಕೆಗಳ ಜಲಮೂಲಗಳ ಪುನಶ್ಚೇತನ ಕುರಿತು ಸಭೆ [1098,559,1284,589]
